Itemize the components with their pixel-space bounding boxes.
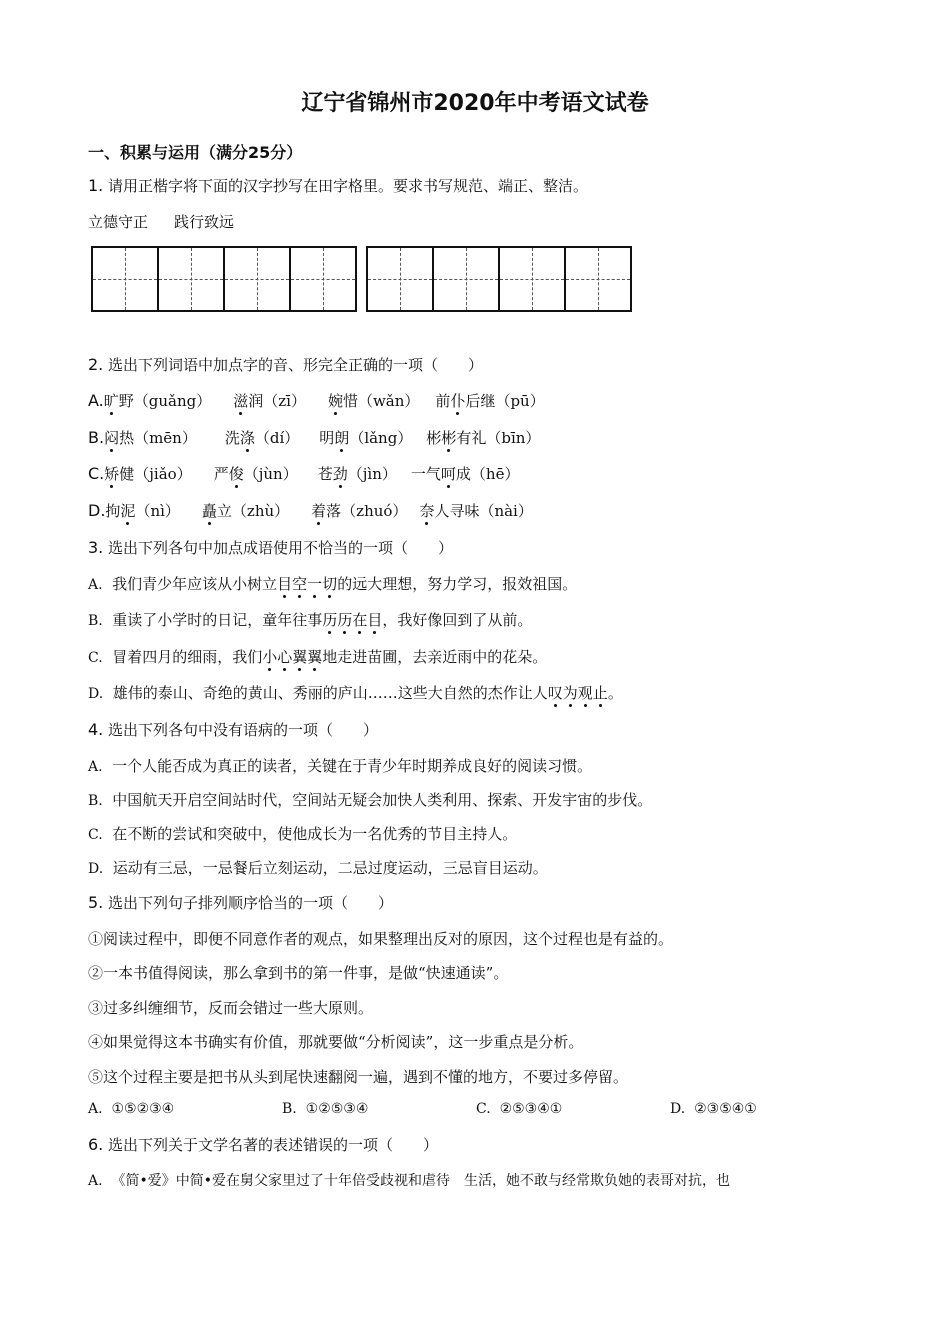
tianzige-grid-left[interactable] <box>91 246 357 312</box>
q5-option-c <box>476 1101 562 1117</box>
option-word: 野（guǎng） <box>118 392 212 410</box>
option-word: 严 <box>213 465 229 483</box>
option-label: A. <box>88 1101 103 1117</box>
option-word: 苍 <box>317 465 333 483</box>
dotted-char: 止 <box>592 684 608 702</box>
dotted-char: 旷 <box>103 392 119 410</box>
option-text: ，我好像回到了从前。 <box>382 611 533 629</box>
dotted-char: 心 <box>277 648 293 666</box>
option-text: 我们青少年应该从小树立 <box>112 575 278 593</box>
q5-sentence-1: ①阅读过程中，即便不同意作者的观点，如果整理出反对的原因，这个过程也是有益的。 <box>88 930 674 948</box>
page-title: 辽宁省锦州市2020年中考语文试卷 <box>301 91 649 116</box>
q2-option-b <box>88 428 540 448</box>
option-word: （jùn） <box>243 465 298 483</box>
option-word: 热（mēn） <box>119 429 197 447</box>
grid-cell[interactable] <box>225 248 291 310</box>
option-label: D. <box>88 861 104 877</box>
dotted-char: 婉 <box>327 392 343 410</box>
option-label: C. <box>88 827 103 843</box>
option-label: C. <box>88 650 103 666</box>
question-number: 2. <box>88 355 104 374</box>
question-text: 请用正楷字将下面的汉字抄写在田字格里。要求书写规范、端正、整洁。 <box>108 177 589 195</box>
option-label: C. <box>88 464 105 483</box>
option-word: （jìn） <box>347 465 397 483</box>
question-number: 4. <box>88 720 104 739</box>
grid-cell[interactable] <box>159 248 225 310</box>
q5-option-d <box>670 1101 757 1117</box>
dotted-char: 目 <box>277 575 293 593</box>
dotted-char: 着 <box>311 502 327 520</box>
q3-option-c <box>88 647 547 668</box>
option-label: B. <box>88 793 103 809</box>
grid-cell[interactable] <box>434 248 500 310</box>
dotted-char: 仆 <box>450 392 466 410</box>
dotted-char: 叹 <box>547 684 563 702</box>
option-text: 雄伟的泰山、奇绝的黄山、秀丽的庐山……这些大自然的杰作让人 <box>112 684 548 702</box>
option-word: 润（zī） <box>248 392 306 410</box>
grid-cell[interactable] <box>93 248 159 310</box>
dotted-char: 空 <box>292 575 308 593</box>
question-number: 6. <box>88 1135 104 1154</box>
q3-option-d <box>88 683 623 704</box>
dotted-char: 呵 <box>440 465 456 483</box>
dotted-char: 小 <box>262 648 278 666</box>
option-word: （dí） <box>254 429 300 447</box>
option-label: D. <box>88 686 104 702</box>
option-word: 落（zhuó） <box>326 502 408 520</box>
q4-option-a <box>88 756 592 777</box>
option-text: 地走进苗圃，去亲近雨中的花朵。 <box>322 648 548 666</box>
q4-option-b <box>88 790 652 811</box>
dotted-char: 历 <box>322 611 338 629</box>
option-label: A. <box>88 1173 103 1189</box>
dotted-char: 翼 <box>307 648 323 666</box>
question-6 <box>88 1135 438 1155</box>
option-word: 拘 <box>105 502 121 520</box>
option-word: 成（hē） <box>455 465 520 483</box>
q4-option-c <box>88 824 517 845</box>
q5-option-a <box>88 1101 174 1117</box>
dotted-char: 闷 <box>104 429 120 447</box>
dotted-char: 泥 <box>120 502 136 520</box>
dotted-char: 翼 <box>292 648 308 666</box>
question-1 <box>88 176 588 196</box>
question-text: 选出下列各句中没有语病的一项（ ） <box>108 721 379 739</box>
option-text: 重读了小学时的日记，童年往事 <box>112 611 323 629</box>
copy-phrases <box>88 212 234 232</box>
option-label: A. <box>88 391 104 410</box>
option-label: A. <box>88 759 103 775</box>
option-word: 有礼（bīn） <box>456 429 541 447</box>
grid-cell[interactable] <box>291 248 355 310</box>
option-word: 人寻味（nài） <box>434 502 533 520</box>
question-text: 选出下列句子排列顺序恰当的一项（ ） <box>108 894 394 912</box>
question-number: 5. <box>88 893 104 912</box>
dotted-char: 朗 <box>334 429 350 447</box>
grid-cell[interactable] <box>368 248 434 310</box>
option-text: ②③⑤④① <box>694 1101 757 1117</box>
option-word: 前 <box>435 392 451 410</box>
option-word: 后继（pū） <box>465 392 545 410</box>
dotted-char: 劲 <box>332 465 348 483</box>
q6-option-a <box>88 1171 730 1191</box>
option-text: 的远大理想，努力学习，报效祖国。 <box>337 575 578 593</box>
dotted-char: 彬 <box>441 429 457 447</box>
dotted-char: 奈 <box>419 502 435 520</box>
option-text: 一个人能否成为真正的读者，关键在于青少年时期养成良好的阅读习惯。 <box>112 757 593 775</box>
option-word: 健（jiǎo） <box>119 465 192 483</box>
dotted-char: 在 <box>352 611 368 629</box>
q5-sentence-4: ④如果觉得这本书确实有价值，那就要做“分析阅读”，这一步重点是分析。 <box>88 1033 584 1051</box>
phrase-2: 践行致远 <box>174 213 235 231</box>
dotted-char: 切 <box>322 575 338 593</box>
option-label: C. <box>476 1101 491 1117</box>
option-text: ②⑤③④① <box>499 1101 563 1117</box>
grid-cell[interactable] <box>566 248 630 310</box>
question-2 <box>88 355 483 375</box>
question-number: 3. <box>88 538 104 557</box>
option-text: ①⑤②③④ <box>111 1101 175 1117</box>
dotted-char: 观 <box>577 684 593 702</box>
option-word: 明 <box>319 429 335 447</box>
phrase-1: 立德守正 <box>88 213 149 231</box>
section-heading: 一、积累与运用（满分25分） <box>88 143 303 162</box>
option-label: B. <box>282 1101 297 1117</box>
dotted-char: 涤 <box>239 429 255 447</box>
q5-sentence-5: ⑤这个过程主要是把书从头到尾快速翻阅一遍，遇到不懂的地方，不要过多停留。 <box>88 1068 629 1086</box>
dotted-char: 为 <box>562 684 578 702</box>
grid-cell[interactable] <box>500 248 566 310</box>
option-label: D. <box>670 1101 686 1117</box>
option-text: 。 <box>607 684 623 702</box>
q5-sentence-3: ③过多纠缠细节，反而会错过一些大原则。 <box>88 999 374 1017</box>
dotted-char: 一 <box>307 575 323 593</box>
option-word: （nì） <box>135 502 180 520</box>
dotted-char: 目 <box>367 611 383 629</box>
option-label: D. <box>88 501 106 520</box>
option-word: 洗 <box>224 429 240 447</box>
question-5 <box>88 893 393 913</box>
option-text: 中国航天开启空间站时代，空间站无疑会加快人类利用、探索、开发宇宙的步伐。 <box>112 791 653 809</box>
option-text: 在不断的尝试和突破中，使他成长为一名优秀的节目主持人。 <box>112 825 518 843</box>
q2-option-c <box>88 464 519 484</box>
q5-option-b <box>282 1101 368 1117</box>
option-word: 惜（wǎn） <box>342 392 420 410</box>
option-text: 运动有三忌，一忌餐后立刻运动，二忌过度运动，三忌盲目运动。 <box>112 859 548 877</box>
option-word: 彬 <box>426 429 442 447</box>
question-text: 选出下列各句中加点成语使用不恰当的一项（ ） <box>108 539 454 557</box>
q2-option-a <box>88 391 545 411</box>
dotted-char: 滋 <box>233 392 249 410</box>
q4-option-d <box>88 858 548 879</box>
q3-option-b <box>88 610 532 631</box>
tianzige-grid-right[interactable] <box>366 246 632 312</box>
option-text: ①②⑤③④ <box>305 1101 369 1117</box>
option-word: 立（zhù） <box>216 502 290 520</box>
question-text: 选出下列词语中加点字的音、形完全正确的一项（ ） <box>108 356 484 374</box>
q2-option-d <box>88 501 533 521</box>
dotted-char: 俊 <box>228 465 244 483</box>
option-label: A. <box>88 577 103 593</box>
dotted-char: 历 <box>337 611 353 629</box>
option-text: 《简•爱》中简•爱在舅父家里过了十年倍受歧视和虐待 生活，她不敢与经常欺负她的表哥对抗，也 <box>111 1173 730 1189</box>
question-number: 1. <box>88 176 104 195</box>
q5-sentence-2: ②一本书值得阅读，那么拿到书的第一件事，是做“快速通读”。 <box>88 964 509 982</box>
question-text: 选出下列关于文学名著的表述错误的一项（ ） <box>108 1136 439 1154</box>
option-label: B. <box>88 613 103 629</box>
question-3 <box>88 538 453 558</box>
question-4 <box>88 720 378 740</box>
option-word: （lǎng） <box>349 429 413 447</box>
dotted-char: 矗 <box>201 502 217 520</box>
dotted-char: 矫 <box>104 465 120 483</box>
option-label: B. <box>88 428 105 447</box>
option-text: 冒着四月的细雨，我们 <box>112 648 263 666</box>
option-word: 一气 <box>410 465 441 483</box>
q3-option-a <box>88 574 577 595</box>
